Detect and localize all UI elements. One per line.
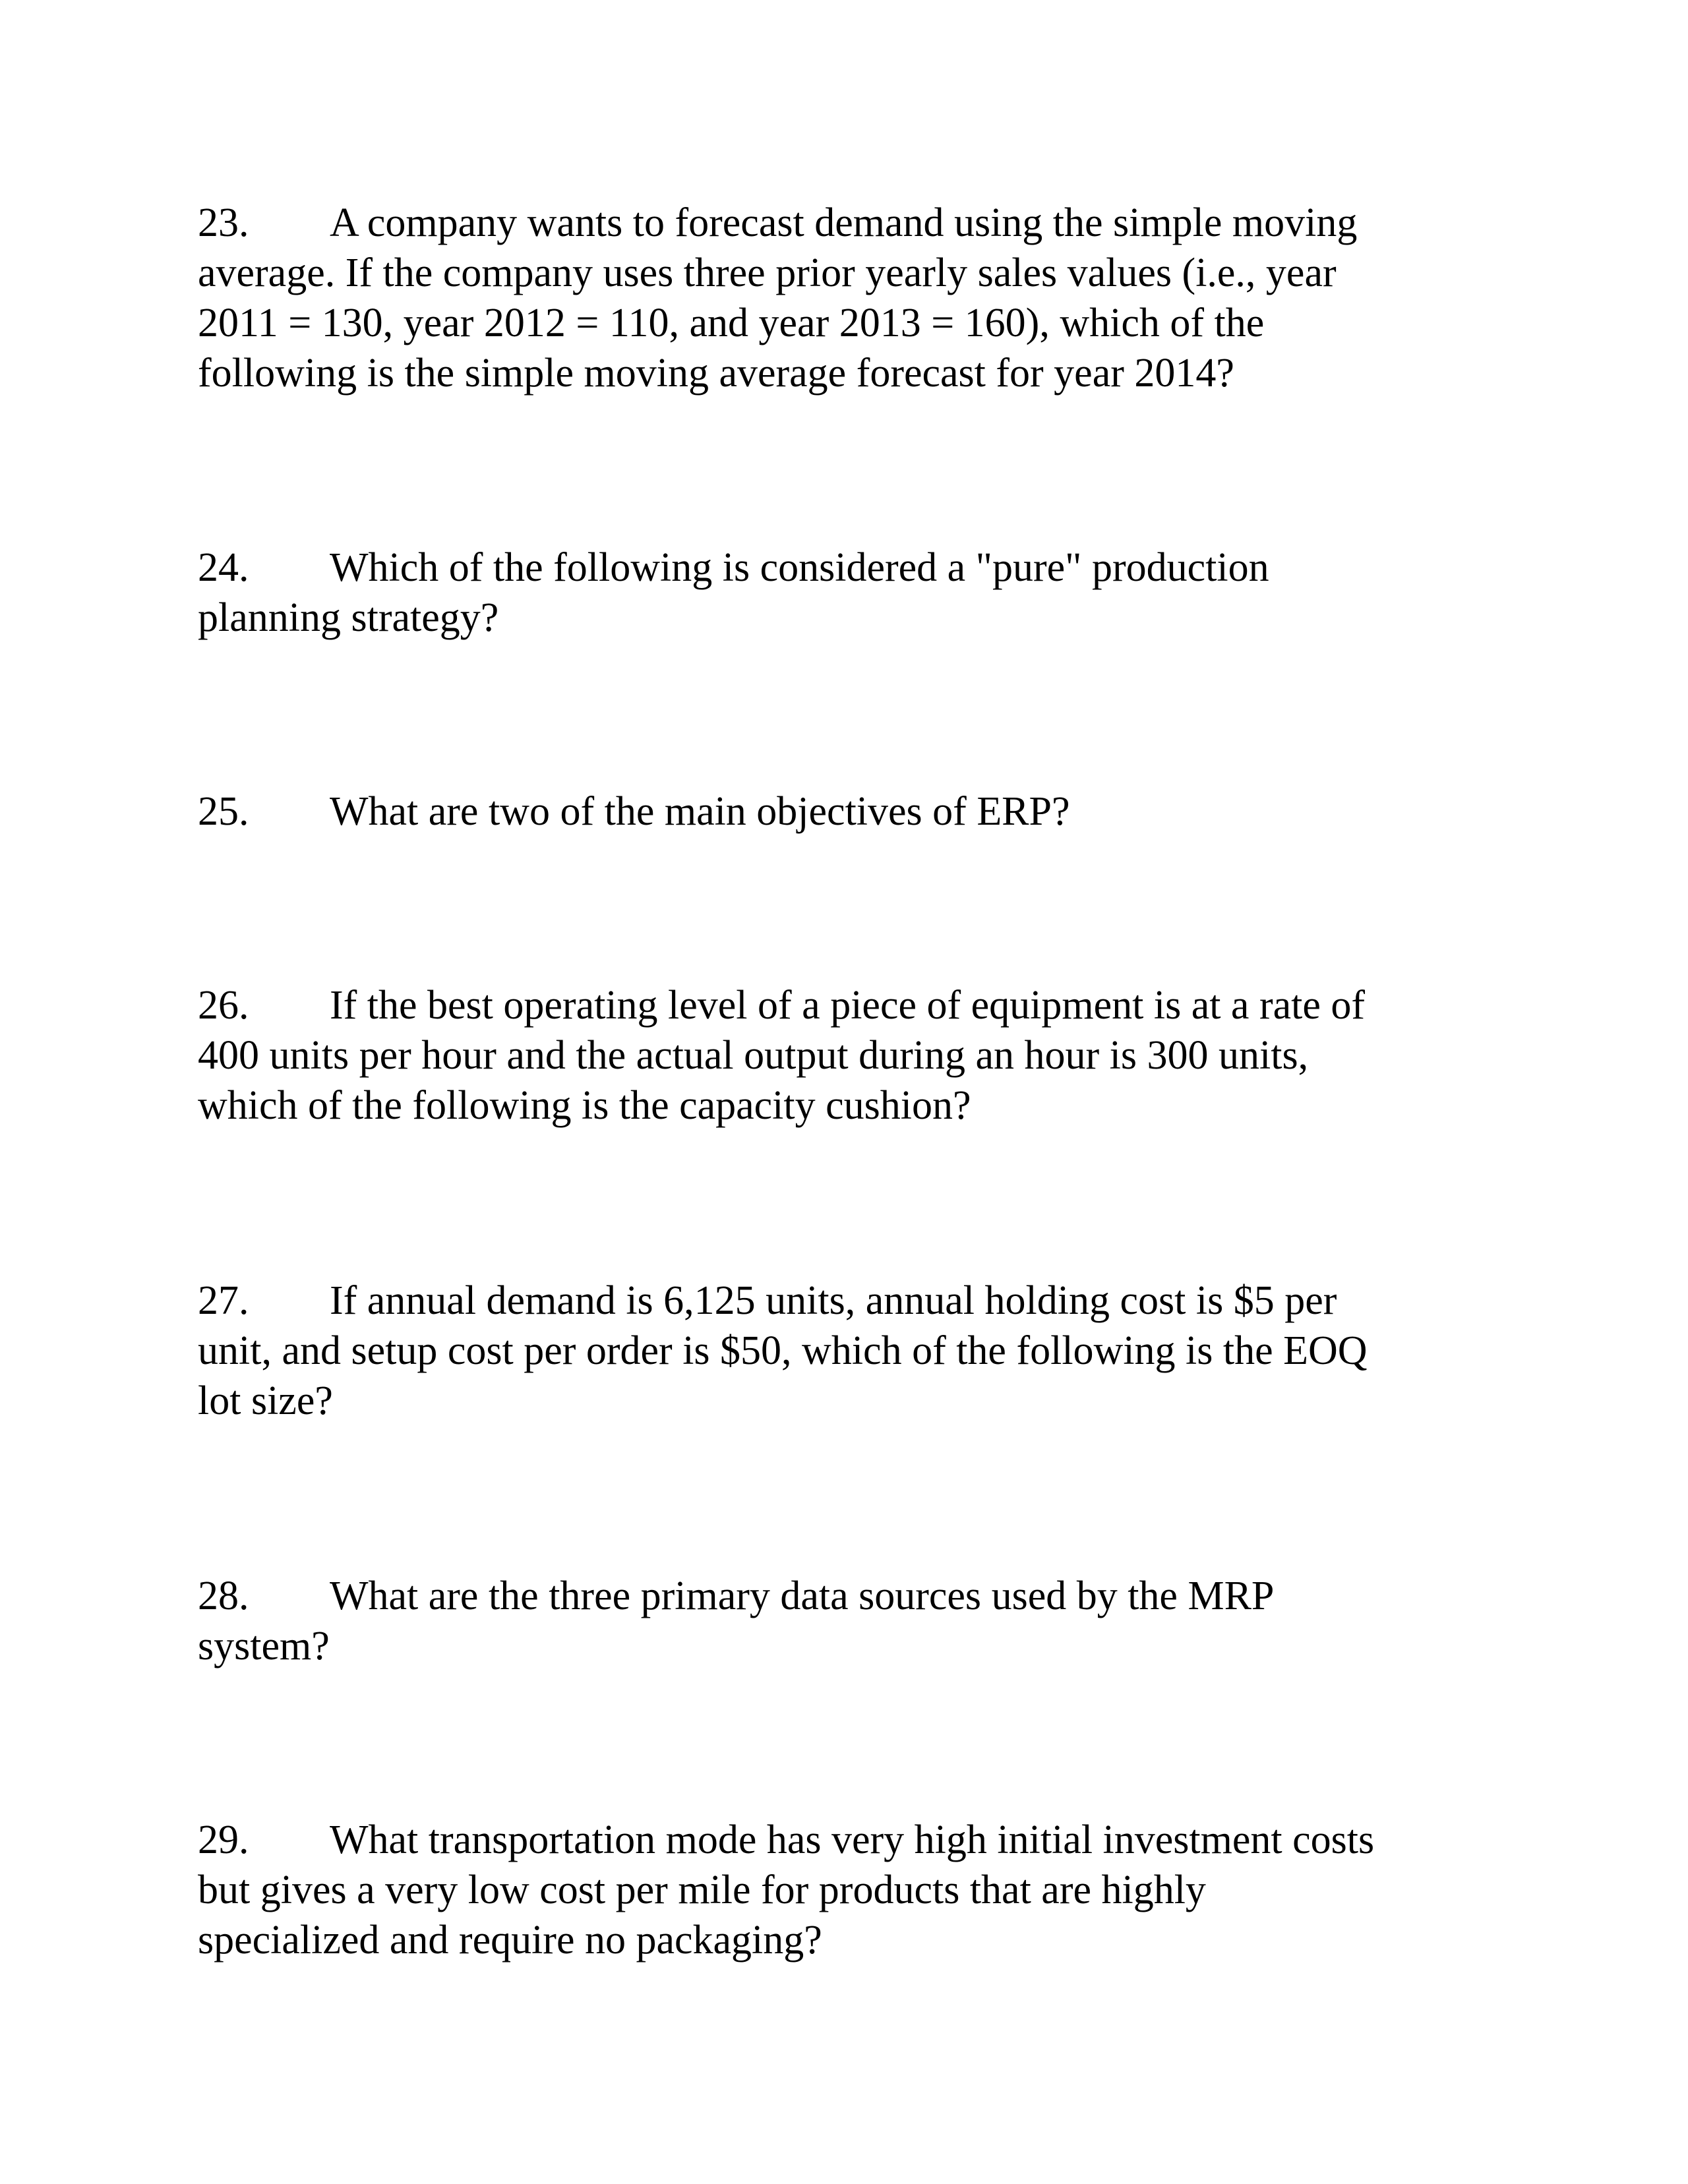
question-line: following is the simple moving average forecast for year 2014? — [198, 351, 1234, 396]
question-line — [198, 198, 1490, 248]
question-text: A company wants to forecast demand using the simple moving — [330, 200, 1358, 245]
question-number: 23. — [198, 200, 249, 245]
question-line — [198, 980, 1490, 1030]
question-number: 29. — [198, 1817, 249, 1862]
question-24 — [198, 543, 1490, 643]
question-text: If the best operating level of a piece of equipment is at a rate of — [330, 983, 1366, 1028]
question-text: What transportation mode has very high initial investment costs — [330, 1817, 1375, 1862]
question-27 — [198, 1276, 1490, 1426]
question-line: average. If the company uses three prior yearly sales values (i.e., year — [198, 251, 1337, 295]
question-text: If annual demand is 6,125 units, annual holding cost is $5 per — [330, 1278, 1337, 1323]
question-line: unit, and setup cost per order is $50, which of the following is the EOQ — [198, 1328, 1368, 1373]
question-line: which of the following is the capacity cushion? — [198, 1083, 971, 1128]
question-number: 24. — [198, 545, 249, 590]
question-line — [198, 1276, 1490, 1326]
question-28 — [198, 1571, 1490, 1671]
question-line: 400 units per hour and the actual output during an hour is 300 units, — [198, 1033, 1309, 1078]
question-line: 2011 = 130, year 2012 = 110, and year 2013 = 160), which of the — [198, 301, 1265, 345]
question-line: but gives a very low cost per mile for products that are highly — [198, 1868, 1206, 1912]
question-29 — [198, 1815, 1490, 1965]
question-26 — [198, 980, 1490, 1131]
question-text: What are the three primary data sources used by the MRP — [330, 1574, 1275, 1618]
question-line — [198, 543, 1490, 593]
question-line: specialized and require no packaging? — [198, 1918, 822, 1963]
question-line — [198, 1571, 1490, 1621]
question-25 — [198, 786, 1490, 837]
question-text: Which of the following is considered a "pure" production — [330, 545, 1269, 590]
question-23 — [198, 198, 1490, 398]
question-line: system? — [198, 1624, 330, 1668]
question-line — [198, 1815, 1490, 1865]
question-line — [198, 786, 1490, 837]
question-line: lot size? — [198, 1378, 333, 1423]
question-text: What are two of the main objectives of ERP? — [330, 789, 1070, 834]
question-number: 27. — [198, 1278, 249, 1323]
question-number: 26. — [198, 983, 249, 1028]
question-number: 25. — [198, 789, 249, 834]
question-number: 28. — [198, 1574, 249, 1618]
question-line: planning strategy? — [198, 595, 499, 640]
